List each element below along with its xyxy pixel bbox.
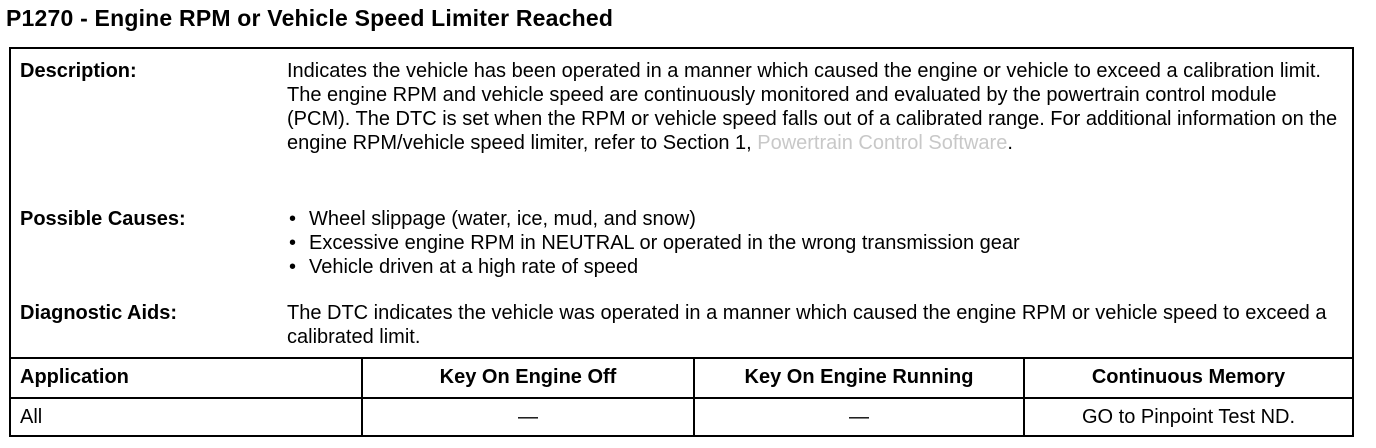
description-end: . — [1007, 132, 1013, 154]
list-item — [287, 207, 1342, 231]
possible-causes-label: Possible Causes: — [20, 208, 186, 230]
header-continuous-memory: Continuous Memory — [1091, 366, 1286, 388]
header-key-on-engine-off: Key On Engine Off — [439, 366, 617, 388]
cell-key-on-engine-running: — — [849, 406, 869, 428]
cause-text: Wheel slippage (water, ice, mud, and snow) — [309, 208, 696, 230]
description-body: Indicates the vehicle has been operated in a manner which caused the engine or vehicle to exceed a calibration limit. The engine RPM and vehicle speed are continuously monitored and evaluated by the powertrain control module (PCM). The DTC is set when the RPM or vehicle speed falls out of a calibrated range. For additional information on the engine RPM/vehicle speed limiter, refer to Section 1, — [287, 60, 1338, 154]
possible-causes-list — [287, 207, 1342, 279]
diagnostic-aids-text: The DTC indicates the vehicle was operated in a manner which caused the engine RPM or vehicle speed to exceed a calibrated limit. — [287, 302, 1327, 348]
powertrain-control-software-link[interactable]: Powertrain Control Software — [757, 132, 1008, 154]
cell-application: All — [20, 406, 43, 428]
cause-text: Vehicle driven at a high rate of speed — [309, 256, 639, 278]
description-label: Description: — [20, 60, 137, 82]
list-item — [287, 255, 1342, 279]
page-title: P1270 - Engine RPM or Vehicle Speed Limiter Reached — [6, 5, 614, 31]
header-application: Application — [20, 366, 129, 388]
bullet-icon: • — [289, 232, 297, 254]
header-key-on-engine-running: Key On Engine Running — [744, 366, 974, 388]
bullet-icon: • — [289, 256, 297, 278]
possible-causes-list-wrap — [287, 207, 1342, 279]
application-grid — [11, 357, 1352, 437]
info-section — [11, 49, 1352, 359]
cause-text: Excessive engine RPM in NEUTRAL or operated in the wrong transmission gear — [309, 232, 1020, 254]
bullet-icon: • — [289, 208, 297, 230]
cell-key-on-engine-off: — — [518, 406, 538, 428]
list-item — [287, 231, 1342, 255]
description-text — [287, 59, 1342, 155]
dtc-info-table — [9, 47, 1354, 437]
cell-continuous-memory[interactable]: GO to Pinpoint Test ND. — [1081, 406, 1296, 428]
diagnostic-aids-label: Diagnostic Aids: — [20, 302, 178, 324]
